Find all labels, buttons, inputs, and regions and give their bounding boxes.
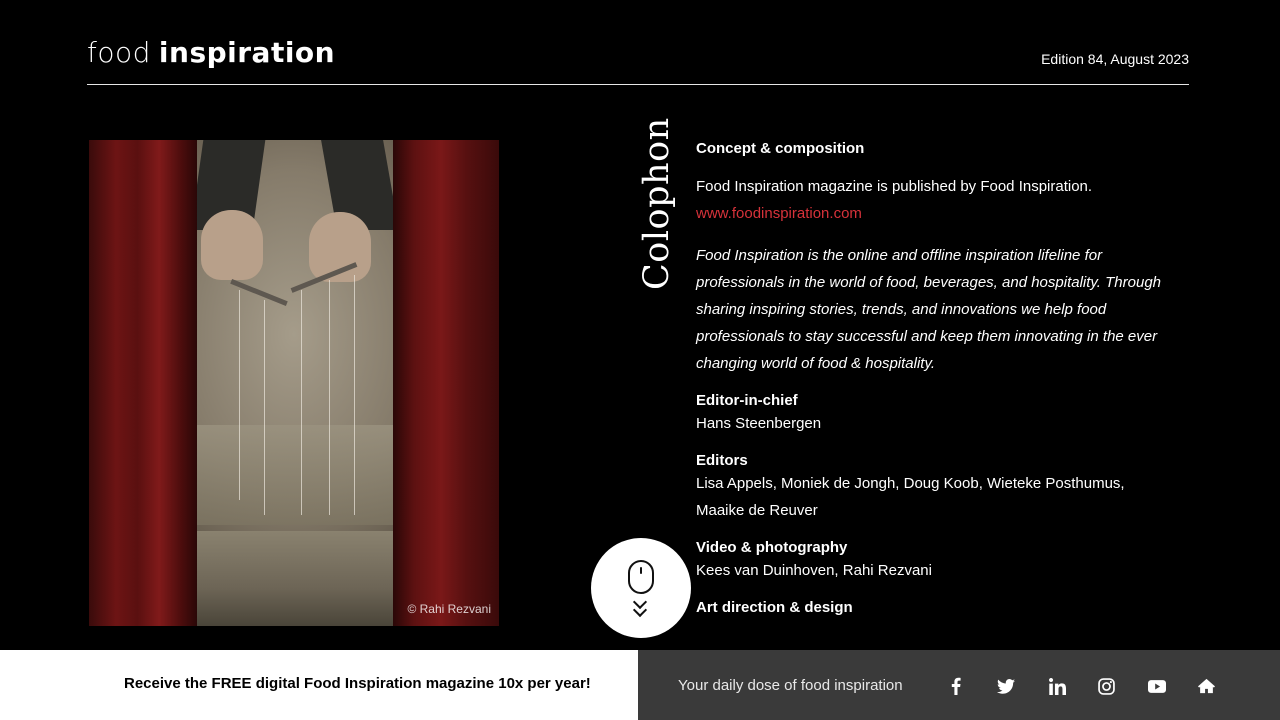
- section-text: Lisa Appels, Moniek de Jongh, Doug Koob, Wieteke Posthumus, Maaike de Reuver: [696, 475, 1125, 519]
- site-header: [87, 36, 1189, 85]
- section-concept: [696, 140, 1166, 158]
- photo-hand-left: [201, 210, 263, 280]
- photo-string: [354, 275, 355, 515]
- section-heading: Editor-in-chief: [696, 392, 798, 409]
- section-video-photography: [696, 539, 1166, 584]
- youtube-icon[interactable]: [1147, 676, 1167, 696]
- section-mission: [696, 242, 1166, 377]
- photo-credit: © Rahi Rezvani: [407, 602, 491, 616]
- twitter-icon[interactable]: [996, 676, 1016, 696]
- food-inspiration-logo[interactable]: [87, 36, 335, 69]
- section-art-direction: [696, 599, 1166, 617]
- logo-text-inspiration: inspiration: [158, 36, 336, 69]
- footer-social-panel: [638, 650, 1280, 720]
- logo-text-food: food: [87, 36, 151, 69]
- photo-curtain-right: [393, 140, 499, 626]
- photo-string: [264, 300, 265, 515]
- scroll-down-button[interactable]: [591, 538, 691, 638]
- mouse-scroll-icon: [628, 560, 654, 594]
- home-icon[interactable]: [1196, 676, 1216, 696]
- section-heading: Art direction & design: [696, 599, 853, 616]
- cover-photo: [89, 140, 499, 626]
- linkedin-icon[interactable]: [1047, 676, 1067, 696]
- edition-label: Edition 84, August 2023: [1041, 51, 1189, 67]
- website-link[interactable]: www.foodinspiration.com: [696, 205, 862, 222]
- photo-horizon: [189, 425, 399, 525]
- photo-curtain-left: [89, 140, 197, 626]
- publisher-text-body: Food Inspiration magazine is published by Food Inspiration.: [696, 178, 1093, 195]
- section-heading: Concept & composition: [696, 140, 865, 157]
- section-heading: Editors: [696, 452, 748, 469]
- section-text: Kees van Duinhoven, Rahi Rezvani: [696, 562, 932, 579]
- photo-string: [239, 290, 240, 500]
- newsletter-cta[interactable]: [0, 650, 638, 720]
- colophon-content: [696, 140, 1166, 632]
- section-heading: Video & photography: [696, 539, 848, 556]
- footer-bar: [0, 650, 1280, 720]
- instagram-icon[interactable]: [1096, 676, 1116, 696]
- mission-text: Food Inspiration is the online and offline inspiration lifeline for professionals in the world of food, beverages, and hospitality. Through sharing inspiring stories, trends, and innovations we help food professionals to stay successful and keep them innovating in the ever changing world of food & hospitality.: [696, 247, 1161, 372]
- footer-tagline: Your daily dose of food inspiration: [678, 677, 903, 694]
- colophon-title: Colophon: [637, 117, 677, 290]
- section-editors: [696, 452, 1166, 524]
- publisher-text: [696, 173, 1166, 227]
- photo-string: [301, 290, 302, 515]
- section-text: Hans Steenbergen: [696, 415, 822, 432]
- section-editor-in-chief: [696, 392, 1166, 437]
- photo-string: [329, 280, 330, 515]
- section-publisher: [696, 173, 1166, 227]
- facebook-icon[interactable]: [946, 676, 966, 696]
- newsletter-cta-text: Receive the FREE digital Food Inspiration magazine 10x per year!: [124, 675, 591, 692]
